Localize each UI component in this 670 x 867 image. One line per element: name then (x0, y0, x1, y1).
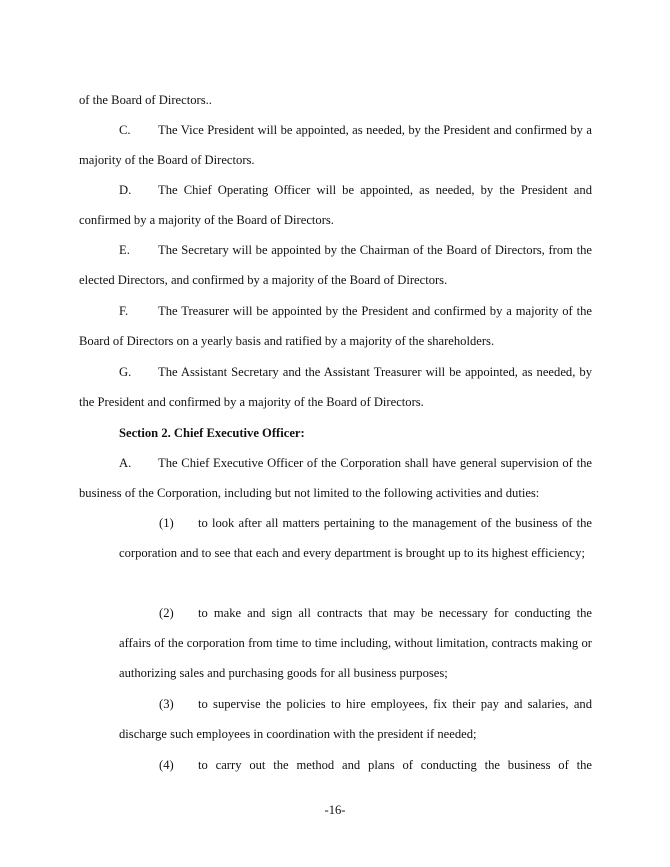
item-text: The Treasurer will be appointed by the President and confirmed by a majority of the Board of Directors on a yearly basis and ratified by a majority of the shareholders. (79, 304, 592, 348)
item-label: (3) (159, 697, 174, 711)
item-text: to make and sign all contracts that may be necessary for conducting the affairs of the corporation from time to time including, without limitation, contracts making or authorizing sales and purchasing goods for all business purposes; (119, 606, 592, 680)
item-text: The Secretary will be appointed by the Chairman of the Board of Directors, from the elected Directors, and confirmed by a majority of the Board of Directors. (79, 243, 592, 287)
item-text: to carry out the method and plans of conducting the business of the (198, 758, 592, 772)
item-label: F. (119, 304, 129, 318)
item-label: G. (119, 365, 132, 379)
item-label: C. (119, 123, 131, 137)
item-text: to supervise the policies to hire employees, fix their pay and salaries, and discharge such employees in coordination with the president if needed; (119, 697, 592, 741)
officer-item-c (79, 115, 592, 175)
continuation-text: of the Board of Directors.. (79, 93, 212, 107)
officer-item-f (79, 296, 592, 356)
item-label: D. (119, 183, 132, 197)
officer-item-e (79, 235, 592, 295)
item-text: The Chief Executive Officer of the Corporation shall have general supervision of the business of the Corporation, including but not limited to the following activities and duties: (79, 456, 592, 500)
duty-item-4 (119, 750, 592, 780)
item-label: (2) (159, 606, 174, 620)
item-text: The Assistant Secretary and the Assistant Treasurer will be appointed, as needed, by the President and confirmed by a majority of the Board of Directors. (79, 365, 592, 409)
officer-item-g (79, 357, 592, 417)
duty-item-1 (119, 508, 592, 568)
item-label: (1) (159, 516, 174, 530)
item-label: A. (119, 456, 132, 470)
section-heading: Section 2. Chief Executive Officer: (119, 426, 305, 440)
section-intro (79, 448, 592, 508)
item-label: (4) (159, 758, 174, 772)
duty-item-3 (119, 689, 592, 749)
item-text: to look after all matters pertaining to the management of the business of the corporation and to see that each and every department is brought up to its highest efficiency; (119, 516, 592, 560)
page-number: -16- (324, 803, 346, 817)
duty-item-2 (119, 598, 592, 688)
item-text: The Chief Operating Officer will be appointed, as needed, by the President and confirmed by a majority of the Board of Directors. (79, 183, 592, 227)
officer-item-d (79, 175, 592, 235)
item-text: The Vice President will be appointed, as needed, by the President and confirmed by a majority of the Board of Directors. (79, 123, 592, 167)
item-label: E. (119, 243, 130, 257)
